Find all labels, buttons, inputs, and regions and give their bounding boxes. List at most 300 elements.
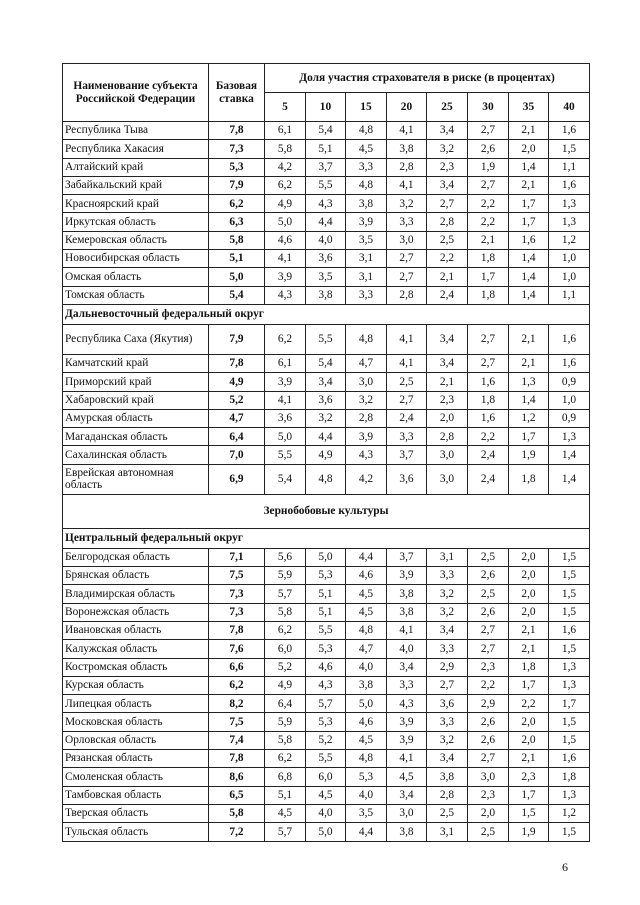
district-heading-row	[63, 528, 590, 548]
base-rate: 5,2	[209, 391, 265, 409]
rate-cell: 5,5	[306, 750, 346, 768]
rate-cell: 5,9	[265, 713, 306, 731]
rate-cell: 2,6	[468, 603, 509, 621]
rate-cell: 4,1	[387, 621, 427, 639]
rate-cell: 5,2	[265, 658, 306, 676]
rate-cell: 2,6	[468, 731, 509, 749]
table-row	[63, 391, 590, 409]
rate-cell: 1,8	[549, 768, 590, 786]
rate-cell: 4,9	[265, 195, 306, 213]
rate-cell: 2,5	[468, 585, 509, 603]
rate-cell: 4,1	[387, 122, 427, 140]
subject-name: Ивановская область	[63, 621, 209, 639]
rate-cell: 3,4	[387, 786, 427, 804]
district-heading: Дальневосточный федеральный округ	[63, 304, 590, 324]
rate-cell: 3,8	[427, 768, 468, 786]
rate-cell: 2,1	[509, 354, 549, 372]
rate-cell: 2,4	[427, 286, 468, 304]
rate-cell: 2,5	[427, 231, 468, 249]
rate-cell: 1,6	[468, 409, 509, 427]
rate-cell: 4,4	[306, 428, 346, 446]
rate-cell: 5,1	[306, 585, 346, 603]
rate-cell: 1,8	[468, 391, 509, 409]
base-rate: 7,3	[209, 603, 265, 621]
rate-cell: 4,2	[265, 158, 306, 176]
subject-name: Томская область	[63, 286, 209, 304]
rate-cell: 6,1	[265, 354, 306, 372]
rate-cell: 2,6	[468, 140, 509, 158]
rate-cell: 3,9	[265, 373, 306, 391]
table-row	[63, 750, 590, 768]
base-rate: 4,9	[209, 373, 265, 391]
rate-cell: 1,5	[549, 731, 590, 749]
rate-cell: 3,2	[427, 585, 468, 603]
rate-cell: 2,0	[427, 409, 468, 427]
rate-cell: 4,3	[265, 286, 306, 304]
rate-cell: 1,4	[549, 446, 590, 464]
rate-cell: 1,5	[549, 548, 590, 566]
table-row	[63, 286, 590, 304]
table-row	[63, 354, 590, 372]
subject-name: Калужская область	[63, 640, 209, 658]
rate-cell: 3,0	[346, 373, 387, 391]
table-row	[63, 231, 590, 249]
subject-name: Камчатский край	[63, 354, 209, 372]
rate-cell: 3,8	[387, 585, 427, 603]
subject-name: Забайкальский край	[63, 176, 209, 194]
rate-cell: 1,6	[549, 621, 590, 639]
rate-cell: 4,8	[346, 122, 387, 140]
rate-cell: 2,1	[509, 750, 549, 768]
rate-cell: 4,1	[387, 354, 427, 372]
rate-cell: 1,2	[549, 231, 590, 249]
rate-cell: 1,8	[468, 250, 509, 268]
rate-cell: 1,9	[509, 823, 549, 841]
rate-cell: 2,7	[468, 750, 509, 768]
table-row	[63, 676, 590, 694]
rate-cell: 6,2	[265, 621, 306, 639]
rate-cell: 2,4	[468, 446, 509, 464]
rate-cell: 4,1	[387, 176, 427, 194]
base-rate: 6,5	[209, 786, 265, 804]
rate-cell: 1,9	[509, 446, 549, 464]
rate-cell: 3,8	[346, 195, 387, 213]
rate-cell: 1,3	[549, 676, 590, 694]
rate-cell: 1,2	[509, 409, 549, 427]
rate-cell: 5,5	[265, 446, 306, 464]
rate-cell: 2,4	[387, 409, 427, 427]
base-rate: 6,4	[209, 428, 265, 446]
header-pct-30: 30	[468, 93, 509, 122]
rate-cell: 1,0	[549, 250, 590, 268]
subject-name: Амурская область	[63, 409, 209, 427]
rate-cell: 4,3	[306, 195, 346, 213]
subject-name: Магаданская область	[63, 428, 209, 446]
rate-cell: 3,2	[387, 195, 427, 213]
rate-cell: 4,4	[306, 213, 346, 231]
table-row	[63, 176, 590, 194]
rate-cell: 2,7	[387, 391, 427, 409]
rate-cell: 4,2	[346, 464, 387, 494]
rate-cell: 1,8	[509, 658, 549, 676]
base-rate: 6,6	[209, 658, 265, 676]
rate-cell: 6,2	[265, 750, 306, 768]
rate-cell: 2,5	[468, 823, 509, 841]
rate-cell: 1,4	[509, 158, 549, 176]
rate-cell: 3,5	[346, 231, 387, 249]
rate-cell: 5,5	[306, 621, 346, 639]
rate-cell: 4,5	[306, 786, 346, 804]
rate-cell: 3,8	[387, 140, 427, 158]
insurance-rate-table	[62, 63, 590, 842]
base-rate: 7,5	[209, 567, 265, 585]
rate-cell: 1,5	[509, 804, 549, 822]
table-row	[63, 768, 590, 786]
subject-name: Республика Тыва	[63, 122, 209, 140]
rate-cell: 1,7	[509, 195, 549, 213]
rate-cell: 2,7	[427, 195, 468, 213]
table-row	[63, 621, 590, 639]
rate-cell: 1,3	[549, 428, 590, 446]
rate-cell: 2,0	[509, 603, 549, 621]
base-rate: 5,0	[209, 268, 265, 286]
table-row	[63, 804, 590, 822]
rate-cell: 3,4	[427, 750, 468, 768]
rate-cell: 5,5	[306, 176, 346, 194]
rate-cell: 4,0	[387, 640, 427, 658]
rate-cell: 2,3	[509, 768, 549, 786]
rate-cell: 1,4	[549, 464, 590, 494]
subject-name: Красноярский край	[63, 195, 209, 213]
rate-cell: 5,1	[306, 603, 346, 621]
rate-cell: 3,9	[387, 567, 427, 585]
base-rate: 7,9	[209, 324, 265, 354]
base-rate: 6,2	[209, 676, 265, 694]
subject-name: Орловская область	[63, 731, 209, 749]
table-row	[63, 268, 590, 286]
rate-cell: 3,6	[306, 391, 346, 409]
header-pct-5: 5	[265, 93, 306, 122]
rate-cell: 4,1	[265, 391, 306, 409]
subject-name: Приморский край	[63, 373, 209, 391]
rate-cell: 5,4	[306, 354, 346, 372]
rate-cell: 3,0	[387, 231, 427, 249]
rate-cell: 5,4	[265, 464, 306, 494]
rate-cell: 2,0	[509, 140, 549, 158]
base-rate: 7,4	[209, 731, 265, 749]
rate-cell: 2,1	[468, 231, 509, 249]
rate-cell: 3,2	[346, 391, 387, 409]
rate-cell: 1,1	[549, 158, 590, 176]
base-rate: 6,2	[209, 195, 265, 213]
table-row	[63, 567, 590, 585]
rate-cell: 2,0	[509, 585, 549, 603]
base-rate: 5,8	[209, 804, 265, 822]
header-pct-25: 25	[427, 93, 468, 122]
base-rate: 5,1	[209, 250, 265, 268]
table-row	[63, 823, 590, 841]
base-rate: 7,2	[209, 823, 265, 841]
rate-cell: 3,2	[427, 731, 468, 749]
rate-cell: 2,0	[509, 713, 549, 731]
rate-cell: 1,7	[549, 695, 590, 713]
rate-cell: 4,5	[387, 768, 427, 786]
base-rate: 7,8	[209, 354, 265, 372]
rate-cell: 2,3	[427, 391, 468, 409]
rate-cell: 1,6	[549, 324, 590, 354]
rate-cell: 2,4	[468, 464, 509, 494]
rate-cell: 2,7	[387, 250, 427, 268]
subject-name: Кемеровская область	[63, 231, 209, 249]
rate-cell: 5,3	[306, 713, 346, 731]
rate-cell: 0,9	[549, 373, 590, 391]
rate-cell: 1,7	[509, 213, 549, 231]
header-risk-share: Доля участия страхователя в риске (в процентах)	[265, 64, 590, 93]
rate-cell: 6,4	[265, 695, 306, 713]
table-row	[63, 603, 590, 621]
subject-name: Алтайский край	[63, 158, 209, 176]
rate-cell: 3,2	[306, 409, 346, 427]
rate-cell: 3,0	[468, 768, 509, 786]
subject-name: Сахалинская область	[63, 446, 209, 464]
rate-cell: 4,0	[306, 804, 346, 822]
table-row	[63, 140, 590, 158]
base-rate: 5,3	[209, 158, 265, 176]
rate-cell: 3,6	[387, 464, 427, 494]
rate-cell: 4,0	[346, 786, 387, 804]
crop-heading: Зернобобовые культуры	[63, 494, 590, 528]
table-row	[63, 658, 590, 676]
base-rate: 7,9	[209, 176, 265, 194]
rate-cell: 2,9	[427, 658, 468, 676]
rate-cell: 5,3	[306, 640, 346, 658]
rate-cell: 4,3	[306, 676, 346, 694]
rate-cell: 3,9	[387, 731, 427, 749]
rate-cell: 4,3	[346, 446, 387, 464]
rate-cell: 2,8	[387, 158, 427, 176]
rate-cell: 1,0	[549, 391, 590, 409]
rate-cell: 1,4	[509, 391, 549, 409]
rate-cell: 5,6	[265, 548, 306, 566]
rate-cell: 4,3	[387, 695, 427, 713]
rate-cell: 2,2	[468, 428, 509, 446]
subject-name: Омская область	[63, 268, 209, 286]
rate-cell: 2,1	[509, 122, 549, 140]
rate-cell: 3,8	[387, 823, 427, 841]
base-rate: 8,2	[209, 695, 265, 713]
page-number: 6	[562, 860, 568, 874]
table-row	[63, 409, 590, 427]
base-rate: 7,8	[209, 750, 265, 768]
base-rate: 6,3	[209, 213, 265, 231]
table-row	[63, 786, 590, 804]
header-base-rate: Базовая ставка	[209, 64, 265, 122]
rate-cell: 2,0	[509, 567, 549, 585]
rate-cell: 2,7	[427, 676, 468, 694]
rate-cell: 2,5	[427, 804, 468, 822]
header-pct-40: 40	[549, 93, 590, 122]
subject-name: Иркутская область	[63, 213, 209, 231]
rate-cell: 3,3	[427, 640, 468, 658]
rate-cell: 3,3	[387, 676, 427, 694]
rate-cell: 4,0	[346, 658, 387, 676]
rate-cell: 4,8	[346, 176, 387, 194]
rate-cell: 3,9	[346, 213, 387, 231]
rate-cell: 3,9	[265, 268, 306, 286]
rate-cell: 5,2	[306, 731, 346, 749]
rate-cell: 3,3	[427, 567, 468, 585]
table-row	[63, 373, 590, 391]
rate-cell: 3,4	[427, 621, 468, 639]
rate-cell: 2,5	[468, 548, 509, 566]
rate-cell: 4,5	[346, 731, 387, 749]
rate-cell: 2,8	[346, 409, 387, 427]
header-subject-name: Наименование субъекта Российской Федерации	[63, 64, 209, 122]
rate-cell: 1,7	[509, 428, 549, 446]
subject-name: Рязанская область	[63, 750, 209, 768]
header-pct-20: 20	[387, 93, 427, 122]
table-row	[63, 250, 590, 268]
rate-cell: 1,6	[549, 176, 590, 194]
rate-cell: 2,3	[468, 658, 509, 676]
rate-cell: 5,7	[306, 695, 346, 713]
table-row	[63, 428, 590, 446]
rate-cell: 2,1	[509, 621, 549, 639]
rate-cell: 3,4	[427, 354, 468, 372]
rate-cell: 3,4	[427, 324, 468, 354]
rate-cell: 3,2	[427, 603, 468, 621]
rate-cell: 4,8	[346, 324, 387, 354]
rate-cell: 3,7	[387, 548, 427, 566]
table-row	[63, 195, 590, 213]
rate-cell: 2,3	[427, 158, 468, 176]
base-rate: 7,5	[209, 713, 265, 731]
rate-cell: 5,3	[346, 768, 387, 786]
table-row	[63, 122, 590, 140]
rate-cell: 5,8	[265, 140, 306, 158]
rate-cell: 3,3	[427, 713, 468, 731]
subject-name: Хабаровский край	[63, 391, 209, 409]
rate-cell: 2,1	[427, 268, 468, 286]
rate-cell: 1,3	[549, 658, 590, 676]
rate-cell: 4,7	[346, 640, 387, 658]
rate-cell: 3,0	[387, 804, 427, 822]
rate-cell: 1,5	[549, 823, 590, 841]
rate-cell: 2,0	[509, 548, 549, 566]
rate-cell: 2,1	[509, 324, 549, 354]
base-rate: 7,1	[209, 548, 265, 566]
subject-name: Владимирская область	[63, 585, 209, 603]
rate-cell: 4,5	[265, 804, 306, 822]
rate-cell: 3,4	[427, 176, 468, 194]
rate-cell: 6,1	[265, 122, 306, 140]
rate-cell: 4,4	[346, 823, 387, 841]
rate-cell: 4,7	[346, 354, 387, 372]
rate-cell: 3,5	[346, 804, 387, 822]
rate-cell: 2,6	[468, 567, 509, 585]
rate-cell: 5,0	[306, 823, 346, 841]
rate-cell: 5,9	[265, 567, 306, 585]
rate-cell: 2,9	[468, 695, 509, 713]
header-pct-15: 15	[346, 93, 387, 122]
rate-cell: 3,1	[346, 268, 387, 286]
subject-name: Республика Саха (Якутия)	[63, 324, 209, 354]
base-rate: 7,3	[209, 140, 265, 158]
base-rate: 7,8	[209, 621, 265, 639]
table-row	[63, 548, 590, 566]
rate-cell: 2,2	[509, 695, 549, 713]
base-rate: 4,7	[209, 409, 265, 427]
rate-cell: 1,1	[549, 286, 590, 304]
rate-cell: 4,4	[346, 548, 387, 566]
table-body	[63, 122, 590, 842]
rate-cell: 3,3	[387, 428, 427, 446]
rate-cell: 1,3	[549, 213, 590, 231]
base-rate: 7,0	[209, 446, 265, 464]
rate-cell: 4,5	[346, 140, 387, 158]
rate-cell: 4,5	[346, 585, 387, 603]
table-row	[63, 324, 590, 354]
base-rate: 5,4	[209, 286, 265, 304]
rate-cell: 2,7	[387, 268, 427, 286]
subject-name: Тульская область	[63, 823, 209, 841]
rate-cell: 3,1	[427, 548, 468, 566]
rate-cell: 4,6	[346, 567, 387, 585]
rate-cell: 2,8	[427, 428, 468, 446]
rate-cell: 4,6	[346, 713, 387, 731]
rate-cell: 2,1	[427, 373, 468, 391]
rate-cell: 6,8	[265, 768, 306, 786]
rate-cell: 3,1	[346, 250, 387, 268]
rate-cell: 6,2	[265, 176, 306, 194]
rate-cell: 1,3	[549, 195, 590, 213]
table-row	[63, 713, 590, 731]
rate-cell: 3,4	[427, 122, 468, 140]
rate-cell: 4,5	[346, 603, 387, 621]
rate-cell: 3,9	[346, 428, 387, 446]
rate-cell: 2,7	[468, 621, 509, 639]
subject-name: Курская область	[63, 676, 209, 694]
base-rate: 6,9	[209, 464, 265, 494]
rate-cell: 1,3	[549, 786, 590, 804]
rate-cell: 4,8	[306, 464, 346, 494]
rate-cell: 2,0	[468, 804, 509, 822]
rate-cell: 3,8	[306, 286, 346, 304]
rate-cell: 3,2	[427, 140, 468, 158]
rate-cell: 1,5	[549, 140, 590, 158]
rate-cell: 2,0	[509, 731, 549, 749]
rate-cell: 5,7	[265, 823, 306, 841]
table-row	[63, 640, 590, 658]
subject-name: Республика Хакасия	[63, 140, 209, 158]
header-pct-35: 35	[509, 93, 549, 122]
rate-cell: 3,8	[346, 676, 387, 694]
rate-cell: 1,0	[549, 268, 590, 286]
rate-cell: 5,8	[265, 603, 306, 621]
rate-cell: 1,5	[549, 567, 590, 585]
rate-cell: 1,5	[549, 585, 590, 603]
district-heading-row	[63, 304, 590, 324]
table-row	[63, 446, 590, 464]
rate-cell: 2,2	[427, 250, 468, 268]
subject-name: Смоленская область	[63, 768, 209, 786]
rate-cell: 4,0	[306, 231, 346, 249]
rate-cell: 3,0	[427, 446, 468, 464]
rate-cell: 2,7	[468, 354, 509, 372]
subject-name: Липецкая область	[63, 695, 209, 713]
rate-cell: 1,6	[549, 354, 590, 372]
rate-cell: 5,0	[265, 428, 306, 446]
